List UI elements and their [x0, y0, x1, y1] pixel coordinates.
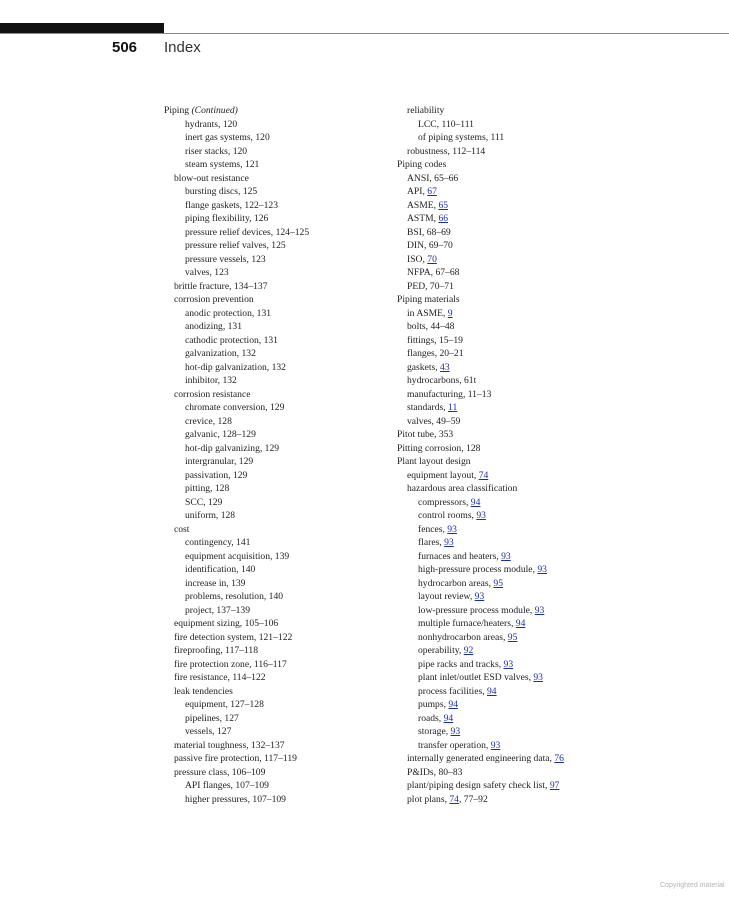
- index-entry: [397, 455, 629, 469]
- index-entry-text: flares,: [418, 537, 445, 548]
- copyright-notice: Copyrighted material: [660, 882, 725, 889]
- index-entry-text: reliability: [407, 105, 445, 116]
- index-entry-text: fire resistance, 114–122: [174, 672, 266, 683]
- index-entry-text: API,: [407, 186, 428, 197]
- index-entry: [164, 712, 389, 726]
- page-link[interactable]: 93: [501, 550, 511, 562]
- index-entry: [164, 226, 389, 240]
- index-entry-text: PED, 70–71: [407, 280, 454, 292]
- index-entry-text: robustness, 112–114: [407, 145, 486, 157]
- index-entry-text: uniform, 128: [185, 510, 236, 521]
- index-entry-text: control rooms,: [418, 510, 477, 521]
- index-entry: [397, 509, 629, 523]
- index-entry: [397, 550, 629, 564]
- index-entry: [164, 658, 389, 672]
- index-entry-text: nonhydrocarbon areas,: [418, 631, 508, 643]
- index-entry-text: Piping materials: [397, 294, 460, 305]
- index-entry-text: flange gaskets, 122–123: [185, 199, 278, 211]
- page-link[interactable]: 93: [474, 591, 485, 602]
- index-entry: [397, 185, 629, 199]
- index-entry: [164, 442, 389, 456]
- index-entry-text: gaskets,: [407, 361, 441, 373]
- index-entry-text: anodizing, 131: [185, 321, 243, 332]
- index-entry-text: valves, 49–59: [407, 415, 461, 427]
- index-entry: [164, 415, 389, 429]
- index-entry-text: corrosion resistance: [174, 388, 251, 400]
- index-entry-text: problems, resolution, 140: [185, 591, 284, 602]
- index-entry: [164, 644, 389, 658]
- index-entry: [164, 334, 389, 348]
- index-entry-text: identification, 140: [185, 564, 256, 575]
- header-black-bar: [0, 23, 164, 33]
- page-link[interactable]: 94: [443, 712, 454, 724]
- index-entry-text: material toughness, 132–137: [174, 739, 285, 751]
- index-entry: [397, 158, 629, 172]
- index-entry-text: contingency, 141: [185, 537, 251, 548]
- index-entry: [397, 131, 629, 145]
- index-entry: [164, 550, 389, 564]
- index-entry: [397, 536, 629, 550]
- index-entry-text: inert gas systems, 120: [185, 132, 270, 143]
- index-entry: [164, 239, 389, 253]
- running-head-title: Index: [164, 39, 201, 56]
- page-link[interactable]: 74: [478, 469, 489, 481]
- index-entry: [397, 604, 629, 618]
- index-entry-text: transfer operation,: [418, 739, 491, 751]
- index-entry-text: ISO,: [407, 253, 428, 265]
- index-entry-text: flanges, 20–21: [407, 348, 464, 359]
- index-entry-text: Piping codes: [397, 159, 447, 170]
- index-entry: [164, 509, 389, 523]
- index-entry: [164, 361, 389, 375]
- index-entry: [397, 658, 629, 672]
- index-entry-text: pressure vessels, 123: [185, 253, 266, 265]
- index-entry-text: anodic protection, 131: [185, 307, 272, 319]
- page-link[interactable]: 94: [487, 685, 497, 697]
- index-entry: [164, 347, 389, 361]
- index-entry-text: corrosion prevention: [174, 294, 254, 305]
- index-entry: [164, 401, 389, 415]
- index-entry-text: pressure class, 106–109: [174, 766, 266, 778]
- index-entry: [164, 536, 389, 550]
- index-entry: [164, 469, 389, 483]
- index-entry-text: inhibitor, 132: [185, 375, 237, 386]
- index-entry-text: equipment acquisition, 139: [185, 550, 290, 562]
- page-link[interactable]: 93: [476, 510, 486, 521]
- index-entry-text: layout review,: [418, 591, 475, 602]
- index-entry: [397, 388, 629, 402]
- index-entry-text: high-pressure process module,: [418, 564, 538, 575]
- page-link[interactable]: 94: [448, 699, 458, 710]
- page-link[interactable]: 74: [449, 793, 459, 805]
- index-entry: [397, 239, 629, 253]
- page-link[interactable]: 93: [447, 523, 457, 535]
- index-entry: [164, 280, 389, 294]
- page-link[interactable]: 93: [533, 672, 543, 683]
- index-entry-text: in ASME,: [407, 307, 448, 319]
- index-entry: [164, 631, 389, 645]
- page-link[interactable]: 65: [438, 199, 449, 211]
- page-link[interactable]: 93: [444, 537, 454, 548]
- index-entry: [397, 199, 629, 213]
- index-entry: [164, 266, 389, 280]
- index-entry: [164, 307, 389, 321]
- index-entry-text: fire protection zone, 116–117: [174, 658, 287, 670]
- index-entry-text: bursting discs, 125: [185, 186, 258, 197]
- index-entry-text: pitting, 128: [185, 483, 230, 494]
- index-entry-text: crevice, 128: [185, 415, 232, 427]
- index-entry: [164, 698, 389, 712]
- index-entry: [397, 631, 629, 645]
- index-entry: [397, 793, 629, 807]
- index-entry: [164, 212, 389, 226]
- index-entry-text: fences,: [418, 523, 448, 535]
- index-entry: [164, 752, 389, 766]
- index-entry-text: fire detection system, 121–122: [174, 631, 293, 643]
- index-entry: [397, 320, 629, 334]
- index-entry: [397, 563, 629, 577]
- index-entry-text: pipelines, 127: [185, 712, 239, 724]
- index-entry: [397, 253, 629, 267]
- index-entry: [164, 131, 389, 145]
- index-entry-text: SCC, 129: [185, 496, 223, 508]
- page-link[interactable]: 97: [549, 780, 560, 791]
- index-entry-text: operability,: [418, 645, 464, 656]
- index-entry-text: ANSI, 65–66: [407, 172, 459, 184]
- page-number: 506: [112, 39, 138, 56]
- index-entry: [164, 104, 389, 118]
- index-entry: [397, 617, 629, 631]
- index-entry-text: Pitot tube, 353: [397, 429, 454, 440]
- page-link[interactable]: 67: [427, 186, 437, 197]
- index-entry-text: manufacturing, 11–13: [407, 388, 492, 400]
- page-link[interactable]: 93: [503, 658, 514, 670]
- index-entry: [164, 388, 389, 402]
- index-entry-text: chromate conversion, 129: [185, 402, 285, 413]
- index-entry: [397, 644, 629, 658]
- index-entry-text: DIN, 69–70: [407, 240, 453, 251]
- index-entry-text: hot-dip galvanizing, 129: [185, 442, 280, 454]
- index-entry-text: furnaces and heaters,: [418, 550, 502, 562]
- index-entry: [164, 253, 389, 267]
- index-entry: [397, 469, 629, 483]
- page-link[interactable]: 93: [534, 604, 545, 616]
- page-link[interactable]: 94: [515, 618, 526, 629]
- index-entry-text: hydrocarbon areas,: [418, 577, 494, 589]
- index-entry: [164, 320, 389, 334]
- index-entry: [164, 496, 389, 510]
- page-link[interactable]: 95: [493, 577, 503, 589]
- index-entry-text: hydrocarbons, 61t: [407, 375, 477, 386]
- index-entry: [397, 590, 629, 604]
- index-entry-text: roads,: [418, 712, 444, 724]
- index-entry-text: brittle fracture, 134–137: [174, 280, 268, 292]
- index-entry: [164, 793, 389, 807]
- index-entry-text: multiple furnace/heaters,: [418, 618, 516, 629]
- index-entry: [397, 415, 629, 429]
- page-link[interactable]: 66: [438, 213, 449, 224]
- index-entry-pages: , 77–92: [458, 793, 488, 805]
- index-entry: [164, 172, 389, 186]
- index-entry: [397, 739, 629, 753]
- index-entry: [397, 712, 629, 726]
- page-link[interactable]: 9: [447, 307, 453, 319]
- index-entry: [397, 685, 629, 699]
- index-entry-continued: (Continued): [191, 105, 238, 116]
- header-rule: [0, 33, 729, 34]
- index-entry-text: plant/piping design safety check list,: [407, 780, 550, 791]
- index-entry-text: API flanges, 107–109: [185, 780, 269, 791]
- index-entry: [397, 671, 629, 685]
- page-link[interactable]: 43: [440, 361, 450, 373]
- index-entry: [397, 266, 629, 280]
- index-entry-text: passive fire protection, 117–119: [174, 753, 297, 764]
- index-entry: [397, 293, 629, 307]
- index-entry: [397, 482, 629, 496]
- index-entry-text: intergranular, 129: [185, 456, 254, 467]
- index-entry: [164, 766, 389, 780]
- index-entry: [397, 496, 629, 510]
- index-entry-text: hot-dip galvanization, 132: [185, 361, 286, 373]
- page-link[interactable]: 92: [463, 645, 474, 656]
- index-entry-text: hazardous area classification: [407, 483, 518, 494]
- index-entry: [164, 590, 389, 604]
- index-entry: [397, 226, 629, 240]
- index-entry: [164, 604, 389, 618]
- index-entry: [164, 158, 389, 172]
- index-entry-text: pressure relief devices, 124–125: [185, 226, 310, 238]
- index-entry: [164, 199, 389, 213]
- index-entry: [397, 145, 629, 159]
- index-entry: [397, 104, 629, 118]
- index-entry-text: P&IDs, 80–83: [407, 766, 463, 778]
- index-entry: [164, 725, 389, 739]
- index-entry-text: BSI, 68–69: [407, 226, 451, 238]
- index-entry: [397, 212, 629, 226]
- index-entry-text: valves, 123: [185, 267, 229, 278]
- index-entry: [164, 455, 389, 469]
- index-entry-text: blow-out resistance: [174, 172, 249, 184]
- index-entry-text: equipment sizing, 105–106: [174, 618, 279, 629]
- index-entry-text: pressure relief valves, 125: [185, 240, 286, 251]
- index-entry: [164, 671, 389, 685]
- index-entry-text: cost: [174, 523, 190, 535]
- index-entry: [397, 401, 629, 415]
- page-link[interactable]: 93: [490, 739, 501, 751]
- index-entry-text: equipment layout,: [407, 469, 479, 481]
- index-entry: [397, 280, 629, 294]
- index-entry-text: process facilities,: [418, 685, 487, 697]
- index-entry-text: ASTM,: [407, 213, 439, 224]
- index-entry: [397, 374, 629, 388]
- index-entry-text: equipment, 127–128: [185, 699, 264, 710]
- index-entry: [397, 523, 629, 537]
- index-entry: [397, 118, 629, 132]
- index-entry: [164, 185, 389, 199]
- index-entry-text: hydrants, 120: [185, 118, 238, 130]
- index-entry-text: galvanic, 128–129: [185, 429, 256, 440]
- index-entry-text: standards,: [407, 402, 449, 413]
- index-entry: [397, 752, 629, 766]
- page-link[interactable]: 11: [448, 402, 458, 413]
- index-entry-text: pumps,: [418, 699, 449, 710]
- index-entry-text: Pitting corrosion, 128: [397, 442, 481, 454]
- index-column-left: [164, 104, 389, 806]
- index-entry: [164, 293, 389, 307]
- index-entry-text: galvanization, 132: [185, 348, 256, 359]
- index-entry-text: increase in, 139: [185, 577, 246, 589]
- index-entry: [164, 482, 389, 496]
- index-entry: [164, 145, 389, 159]
- index-entry-text: low-pressure process module,: [418, 604, 535, 616]
- index-entry-text: steam systems, 121: [185, 159, 260, 170]
- index-entry-text: cathodic protection, 131: [185, 334, 278, 346]
- index-entry-text: fireproofing, 117–118: [174, 645, 259, 656]
- index-entry: [397, 172, 629, 186]
- index-entry-text: LCC, 110–111: [418, 118, 474, 130]
- index-entry-text: plot plans,: [407, 793, 450, 805]
- index-entry: [397, 442, 629, 456]
- index-entry: [397, 577, 629, 591]
- page-link[interactable]: 76: [554, 753, 564, 764]
- index-entry: [397, 766, 629, 780]
- index-entry-text: storage,: [418, 726, 451, 737]
- index-entry: [397, 347, 629, 361]
- page-link[interactable]: 93: [537, 564, 547, 575]
- index-entry-text: project, 137–139: [185, 604, 251, 616]
- index-entry-text: fittings, 15–19: [407, 334, 463, 346]
- index-entry-text: higher pressures, 107–109: [185, 793, 286, 805]
- index-entry: [397, 307, 629, 321]
- index-entry-text: Plant layout design: [397, 456, 471, 467]
- index-entry-text: piping flexibility, 126: [185, 213, 269, 224]
- index-entry-text: pipe racks and tracks,: [418, 658, 504, 670]
- index-entry-text: NFPA, 67–68: [407, 267, 460, 278]
- page-link[interactable]: 70: [427, 253, 437, 265]
- index-entry: [397, 698, 629, 712]
- index-entry: [164, 374, 389, 388]
- page-link[interactable]: 94: [470, 496, 481, 508]
- index-entry-text: compressors,: [418, 496, 471, 508]
- index-entry: [397, 725, 629, 739]
- index-entry: [397, 779, 629, 793]
- index-entry: [164, 118, 389, 132]
- page-link[interactable]: 95: [507, 631, 518, 643]
- index-entry: [164, 428, 389, 442]
- index-entry: [164, 779, 389, 793]
- index-entry: [164, 563, 389, 577]
- index-column-right: [397, 104, 629, 806]
- index-entry: [164, 523, 389, 537]
- index-entry: [164, 617, 389, 631]
- index-entry-text: leak tendencies: [174, 685, 233, 697]
- index-entry-text: passivation, 129: [185, 469, 248, 481]
- index-entry: [164, 685, 389, 699]
- index-entry: [397, 334, 629, 348]
- index-entry-text: bolts, 44–48: [407, 321, 455, 332]
- index-entry: [164, 577, 389, 591]
- index-entry-text: of piping systems, 111: [418, 132, 505, 143]
- index-entry-text: internally generated engineering data,: [407, 753, 555, 764]
- index-entry: [397, 428, 629, 442]
- page-link[interactable]: 93: [450, 726, 461, 737]
- index-entry: [397, 361, 629, 375]
- index-entry: [164, 739, 389, 753]
- index-entry-text: vessels, 127: [185, 726, 232, 737]
- index-entry-text: plant inlet/outlet ESD valves,: [418, 672, 534, 683]
- index-entry-text: riser stacks, 120: [185, 145, 248, 157]
- index-entry-text: Piping: [164, 105, 192, 116]
- index-entry-text: ASME,: [407, 199, 439, 211]
